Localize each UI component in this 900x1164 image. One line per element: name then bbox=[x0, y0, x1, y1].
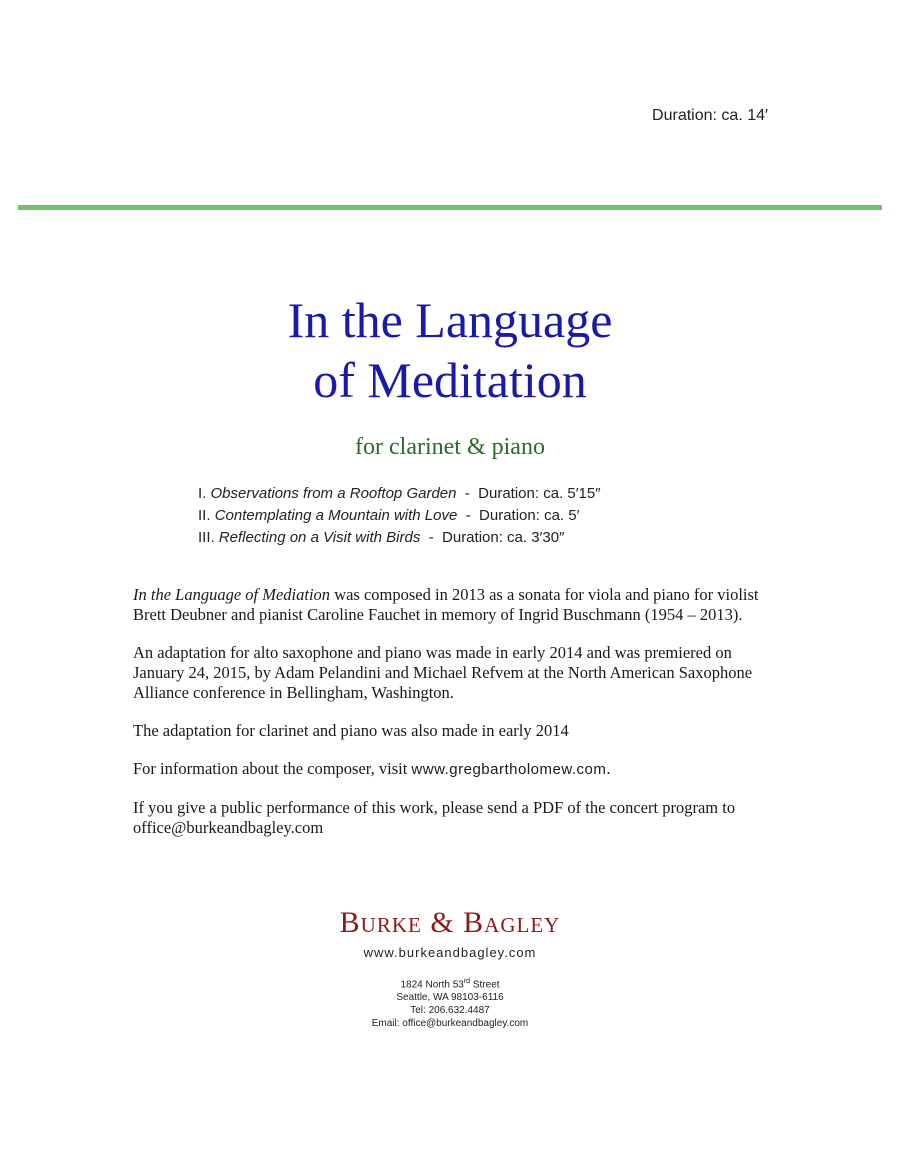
note-paragraph-clarinet: The adaptation for clarinet and piano was also made in early 2014 bbox=[133, 721, 569, 740]
page-title bbox=[0, 290, 900, 410]
movement-duration: Duration: ca. 5′ bbox=[479, 507, 580, 524]
title-line-1: In the Language bbox=[287, 292, 613, 348]
publisher-address bbox=[0, 975, 900, 1030]
publisher-logo: Burke & Bagley bbox=[339, 906, 561, 939]
movement-separator: - bbox=[428, 529, 434, 546]
note-paragraph-saxophone: An adaptation for alto saxophone and piano was made in early 2014 and was premiered on January 24, 2015, by Adam Pelandini and Michael Refvem at the North American Saxophone Alliance conference in Bellingham, Washington. bbox=[133, 643, 753, 702]
address-city: Seattle, WA 98103-6116 bbox=[396, 992, 504, 1004]
work-title-italic: In the Language of Mediation bbox=[133, 585, 331, 604]
movement-name: Reflecting on a Visit with Birds bbox=[218, 529, 421, 546]
movement-separator: - bbox=[465, 507, 471, 524]
movement-item bbox=[198, 505, 601, 527]
divider-rule bbox=[18, 205, 882, 210]
movement-item bbox=[198, 483, 601, 505]
total-duration: Duration: ca. 14′ bbox=[652, 107, 768, 124]
note-text: For information about the composer, visit bbox=[133, 759, 412, 778]
title-line-2: of Meditation bbox=[313, 352, 587, 408]
note-paragraph-composition bbox=[133, 585, 773, 625]
address-email: Email: office@burkeandbagley.com bbox=[371, 1018, 529, 1030]
movement-numeral: I. bbox=[198, 485, 207, 502]
note-text: was composed in 2013 as a sonata for viola and piano for violist Brett Deubner and pianist Caroline Fauchet in memory of Ingrid Buschmann (1954 – 2013). bbox=[133, 585, 759, 624]
instrumentation-subtitle: for clarinet & piano bbox=[355, 434, 545, 460]
note-paragraph-performance-request: If you give a public performance of this work, please send a PDF of the concert program to office@burkeandbagley.com bbox=[133, 798, 736, 837]
address-street: 1824 North 53rd Street bbox=[400, 978, 500, 991]
movement-separator: - bbox=[464, 485, 470, 502]
note-text: . bbox=[606, 759, 611, 778]
movement-duration: Duration: ca. 5′15″ bbox=[478, 485, 601, 502]
movement-duration: Duration: ca. 3′30″ bbox=[442, 529, 565, 546]
movement-name: Contemplating a Mountain with Love bbox=[214, 507, 458, 524]
composer-website-link[interactable]: www.gregbartholomew.com bbox=[411, 761, 607, 778]
movement-item bbox=[198, 527, 601, 549]
note-paragraph-composer-info bbox=[133, 759, 773, 780]
address-phone: Tel: 206.632.4487 bbox=[410, 1005, 490, 1017]
program-notes bbox=[133, 585, 773, 856]
movement-name: Observations from a Rooftop Garden bbox=[210, 485, 457, 502]
movement-numeral: II. bbox=[198, 507, 211, 524]
movement-numeral: III. bbox=[198, 529, 215, 546]
publisher-website-link[interactable]: www.burkeandbagley.com bbox=[363, 945, 537, 960]
movement-list bbox=[198, 483, 601, 549]
